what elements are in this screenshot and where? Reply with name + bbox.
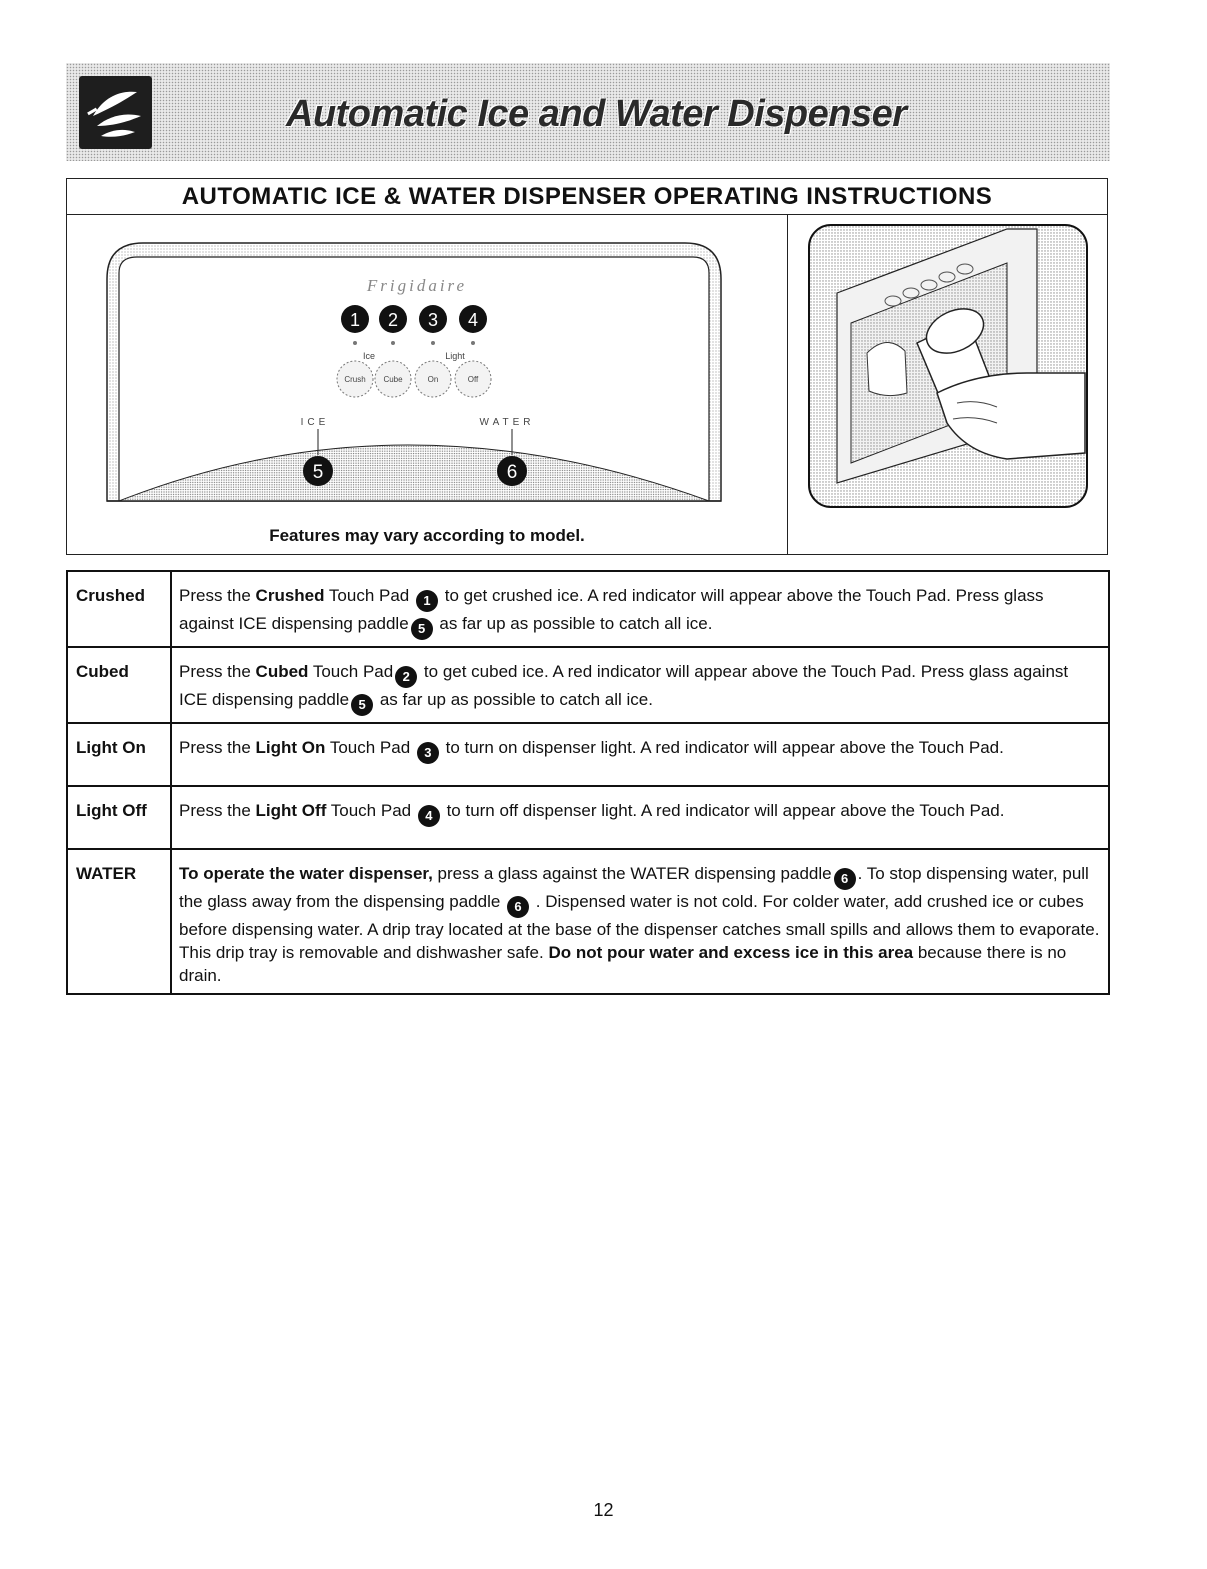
dispenser-control-panel-illustration xyxy=(103,239,725,509)
table-row xyxy=(67,571,1109,647)
svg-text:1: 1 xyxy=(349,310,361,330)
figure-heading: AUTOMATIC ICE & WATER DISPENSER OPERATING INSTRUCTIONS xyxy=(67,179,1107,215)
figure-divider xyxy=(787,214,788,555)
ice-cubes-logo-icon xyxy=(79,76,152,149)
table-row xyxy=(67,786,1109,849)
glass-dispensing-photo-icon xyxy=(807,223,1089,509)
panel-brand-text: Frigidaire xyxy=(366,276,468,295)
svg-text:4: 4 xyxy=(467,310,479,330)
paddle-number-5: 5 xyxy=(312,462,324,483)
number-marker: 6 xyxy=(834,868,856,890)
page-title: Automatic Ice and Water Dispenser xyxy=(286,93,907,135)
paddle-label-water: WATER xyxy=(479,417,535,428)
number-marker: 3 xyxy=(417,742,439,764)
number-marker: 6 xyxy=(507,896,529,918)
operating-instructions-table xyxy=(66,570,1110,995)
svg-text:Off: Off xyxy=(467,375,479,384)
table-row xyxy=(67,849,1109,994)
row-label-water: WATER xyxy=(67,849,171,994)
number-marker: 5 xyxy=(411,618,433,640)
table-row xyxy=(67,723,1109,786)
svg-text:Crush: Crush xyxy=(344,375,366,384)
row-label-light-on: Light On xyxy=(67,723,171,786)
paddle-number-6: 6 xyxy=(506,462,518,483)
figure-caption: Features may vary according to model. xyxy=(269,526,585,545)
row-description-cubed: Press the Cubed Touch Pad 2 to get cubed ice. A red indicator will appear above the Touch Pad. Press glass against ICE dispensing paddle 5 as far up as possible to catch all ice. xyxy=(171,647,1109,723)
panel-group-label-light: Light xyxy=(445,351,465,361)
row-label-light-off: Light Off xyxy=(67,786,171,849)
row-description-water: To operate the water dispenser, press a glass against the WATER dispensing paddle 6 . To stop dispensing water, pull the glass away from the dispensing paddle 6 . Dispensed water is not cold. For colder water, add crushed ice or cubes before dispensing water. A drip tray located at the base of the dispenser catches small spills and allows them to evaporate. This drip tray is removable and dishwasher safe. Do not pour water and excess ice in this area because there is no drain. xyxy=(171,849,1109,994)
number-marker: 1 xyxy=(416,590,438,612)
number-marker: 4 xyxy=(418,805,440,827)
number-marker: 2 xyxy=(395,666,417,688)
header-banner xyxy=(66,63,1110,161)
row-label-cubed: Cubed xyxy=(67,647,171,723)
figure-box xyxy=(66,178,1108,555)
svg-text:3: 3 xyxy=(427,310,439,330)
svg-text:On: On xyxy=(427,375,439,384)
row-description-light-on: Press the Light On Touch Pad 3 to turn on dispenser light. A red indicator will appear above the Touch Pad. xyxy=(171,723,1109,786)
paddle-label-ice: ICE xyxy=(300,417,330,428)
row-description-crushed: Press the Crushed Touch Pad 1 to get crushed ice. A red indicator will appear above the Touch Pad. Press glass against ICE dispensing paddle 5 as far up as possible to catch all ice. xyxy=(171,571,1109,647)
svg-text:2: 2 xyxy=(387,310,399,330)
page-number: 12 xyxy=(593,1500,614,1520)
row-description-light-off: Press the Light Off Touch Pad 4 to turn off dispenser light. A red indicator will appear above the Touch Pad. xyxy=(171,786,1109,849)
row-label-crushed: Crushed xyxy=(67,571,171,647)
panel-group-label-ice: Ice xyxy=(362,351,376,361)
number-marker: 5 xyxy=(351,694,373,716)
table-row xyxy=(67,647,1109,723)
svg-text:Cube: Cube xyxy=(383,375,403,384)
